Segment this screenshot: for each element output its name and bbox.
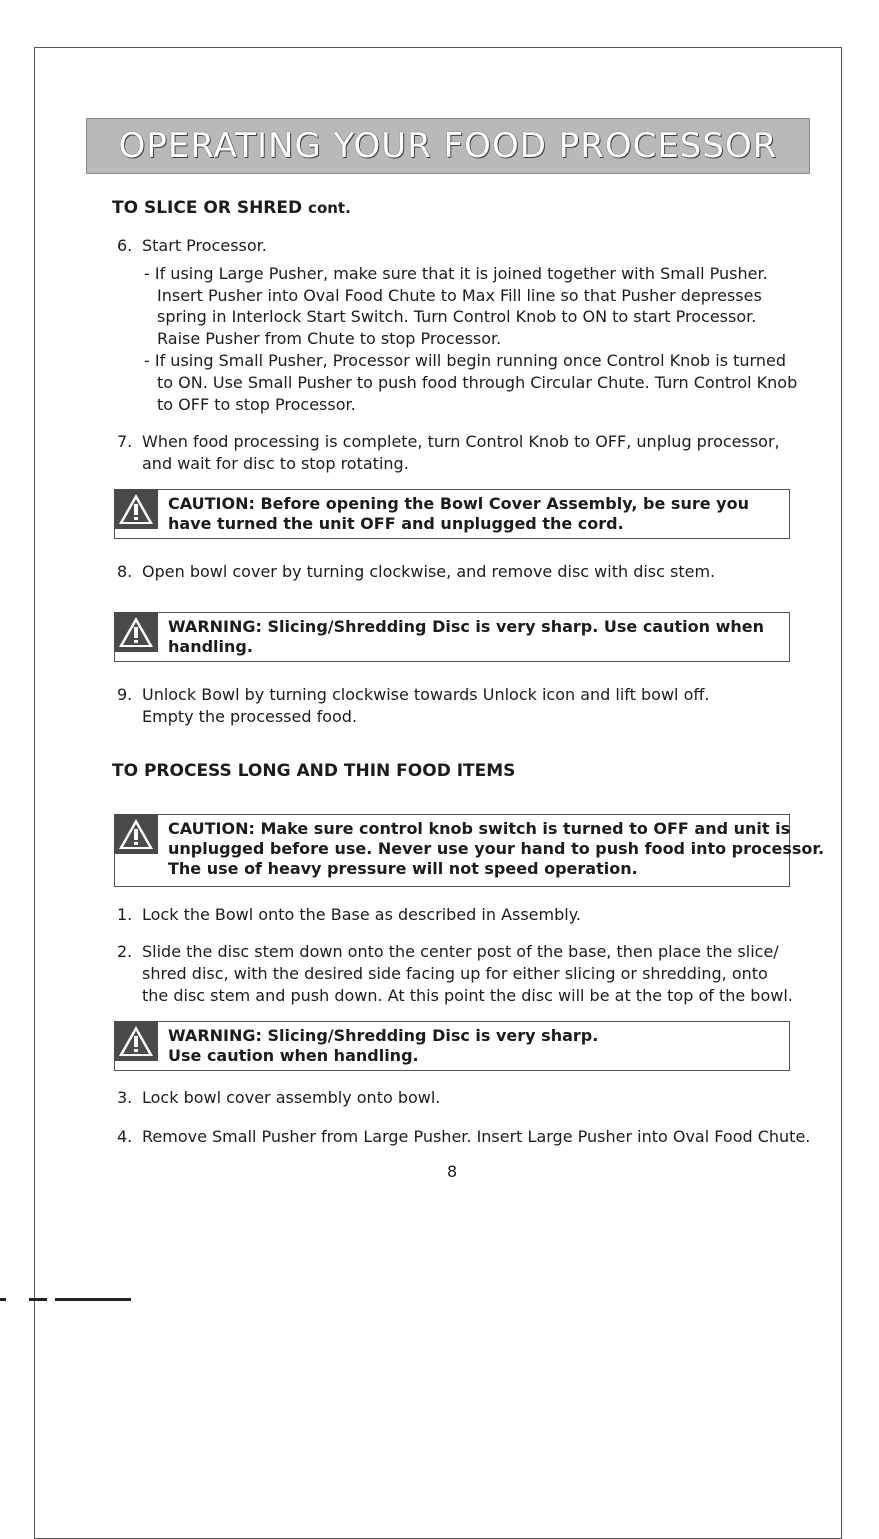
step-line: to ON. Use Small Pusher to push food through Circular Chute. Turn Control Knob	[157, 373, 798, 392]
warning-text	[168, 617, 764, 657]
warning-line: WARNING: Slicing/Shredding Disc is very sharp.	[168, 1026, 599, 1045]
step-line: - If using Small Pusher, Processor will begin running once Control Knob is turned	[144, 351, 786, 370]
footer-mark	[0, 1298, 6, 1301]
warning-box	[114, 1021, 790, 1071]
banner-title: OPERATING YOUR FOOD PROCESSOR	[118, 126, 778, 166]
caution-text	[168, 494, 749, 534]
step-number: 9.	[117, 685, 133, 704]
warning-line: WARNING: Slicing/Shredding Disc is very sharp. Use caution when	[168, 617, 764, 636]
step-line: Insert Pusher into Oval Food Chute to Max Fill line so that Pusher depresses	[157, 286, 762, 305]
page-banner	[86, 118, 810, 174]
warning-triangle-icon	[114, 489, 158, 529]
step-line: Remove Small Pusher from Large Pusher. Insert Large Pusher into Oval Food Chute.	[142, 1127, 811, 1146]
warning-triangle-icon	[114, 612, 158, 652]
step-line: spring in Interlock Start Switch. Turn Control Knob to ON to start Processor.	[157, 307, 757, 326]
step-number: 2.	[117, 942, 133, 961]
caution-line: have turned the unit OFF and unplugged the cord.	[168, 514, 624, 533]
warning-triangle-icon	[114, 1021, 158, 1061]
caution-line: unplugged before use. Never use your hand to push food into processor.	[168, 839, 825, 858]
warning-line: handling.	[168, 637, 253, 656]
step-line: Empty the processed food.	[142, 707, 358, 726]
step-line: Open bowl cover by turning clockwise, and remove disc with disc stem.	[142, 562, 716, 581]
step-line: When food processing is complete, turn Control Knob to OFF, unplug processor,	[142, 432, 780, 451]
caution-box	[114, 489, 790, 539]
step-line: Lock bowl cover assembly onto bowl.	[142, 1088, 441, 1107]
step-number: 6.	[117, 236, 133, 255]
heading-suffix: cont.	[308, 199, 351, 217]
step-line: and wait for disc to stop rotating.	[142, 454, 409, 473]
step-line: - If using Large Pusher, make sure that it is joined together with Small Pusher.	[144, 264, 768, 283]
caution-line: The use of heavy pressure will not speed operation.	[168, 859, 638, 878]
step-line: Slide the disc stem down onto the center post of the base, then place the slice/	[142, 942, 779, 961]
section-heading-long-thin	[112, 761, 515, 781]
step-line: Unlock Bowl by turning clockwise towards Unlock icon and lift bowl off.	[142, 685, 710, 704]
step-number: 4.	[117, 1127, 133, 1146]
step-line: shred disc, with the desired side facing up for either slicing or shredding, onto	[142, 964, 768, 983]
step-number: 7.	[117, 432, 133, 451]
warning-line: Use caution when handling.	[168, 1046, 419, 1065]
page-number: 8	[447, 1162, 458, 1181]
caution-line: CAUTION: Make sure control knob switch is turned to OFF and unit is	[168, 819, 791, 838]
heading-text: TO SLICE OR SHRED	[112, 198, 303, 218]
heading-text: TO PROCESS LONG AND THIN FOOD ITEMS	[112, 761, 516, 781]
step-line: the disc stem and push down. At this point the disc will be at the top of the bowl.	[142, 986, 793, 1005]
step-line: Start Processor.	[142, 236, 267, 255]
caution-box	[114, 814, 825, 887]
caution-text	[168, 819, 824, 879]
step-number: 1.	[117, 905, 133, 924]
step-line: Lock the Bowl onto the Base as described in Assembly.	[142, 905, 581, 924]
step-number: 8.	[117, 562, 133, 581]
caution-line: CAUTION: Before opening the Bowl Cover Assembly, be sure you	[168, 494, 749, 513]
step-line: to OFF to stop Processor.	[157, 395, 356, 414]
step-number: 3.	[117, 1088, 133, 1107]
warning-box	[114, 612, 790, 662]
section-heading-slice-shred	[112, 198, 351, 218]
warning-triangle-icon	[114, 814, 158, 854]
warning-text	[168, 1026, 598, 1066]
footer-mark	[55, 1298, 131, 1301]
step-line: Raise Pusher from Chute to stop Processor.	[157, 329, 502, 348]
footer-mark	[29, 1298, 47, 1301]
